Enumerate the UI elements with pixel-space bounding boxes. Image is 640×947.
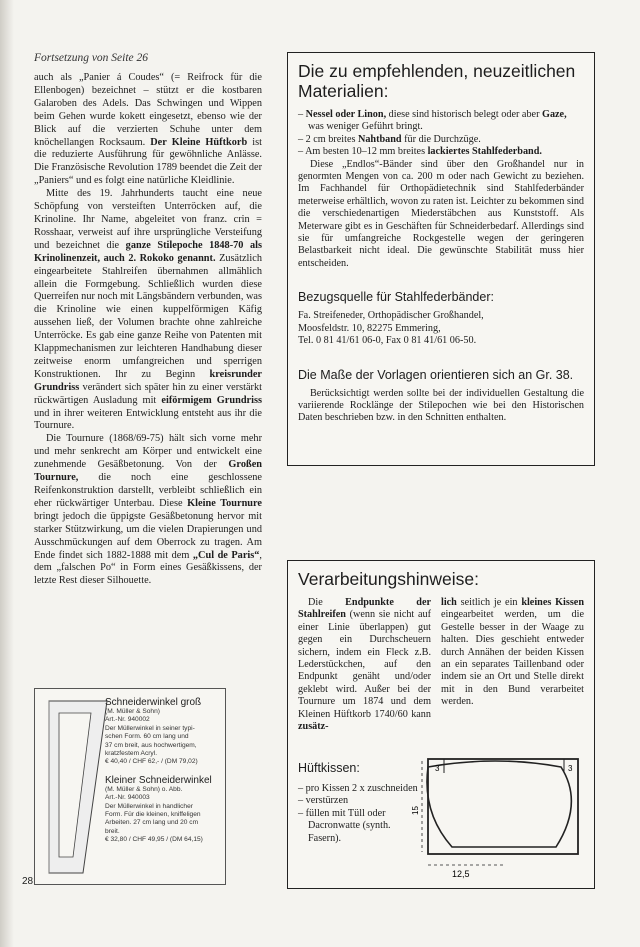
source-address: [298, 310, 584, 347]
hip-item: – pro Kissen 2 x zuschneiden: [298, 783, 418, 794]
pattern-frame: [428, 759, 578, 854]
seam-label-right: 3: [568, 764, 573, 773]
address-line: Fa. Streifeneder, Orthopädischer Großhandel,: [298, 310, 484, 322]
hip-item: – verstürzen: [298, 795, 349, 807]
page-gutter-shadow: [0, 0, 14, 947]
materials-title: Die zu empfehlenden, neuzeitlichen Materialien:: [298, 61, 576, 101]
width-label: 12,5: [452, 869, 470, 879]
materials-paragraph: Diese „Endlos“-Bänder sind über den Großhandel nur in genormten Mengen von ca. 200 m oder nach Gewicht zu beziehen. Im Fachhandel für Orthopädietechnik sind Stahlfederbänder meterweise erhältlich, wovon zu raten ist. Leichter zu bekommen sind die verschiedenartigen Miederstäbchen aus Kunststoff. Als Meterware gibt es in Geschäften für Schneiderbedarf. Allerdings sind sie für umfangreiche Rockgestelle wegen der geringeren Belastbarkeit nicht ideal. Die gewünschte Stabilität muss hier entscheiden.: [298, 158, 585, 269]
source-heading: Bezugsquelle für Stahlfederbänder:: [298, 290, 494, 305]
paragraph-2: Mitte des 19. Jahrhunderts taucht eine neue Schöpfung von versteiften Unterröcken auf, die Krinoline. Ihr Name, abgeleitet von franz. crin = Rosshaar, verweist auf ihre ursprüngliche Versteifung und bezeichnet die ganze Stilepoche 1848-70 als Krinolinenzeit, auch 2. Rokoko genannt. Zusätzlich eingearbeitete Stahlreifen übernahmen allmählich allein die Formgebung. Schließlich wurden diese Querreifen nur noch mit Längsbändern verbunden, was die Krinoline wie einen kuppelförmigen Käfig aussehen ließ, der Volumen brachte ohne zahlreiche Unterröcke. Es gab eine ganze Reihe von Patenten mit Klappmechanismen zur leichteren Handhabung dieser zeitweise enorm umfangreichen und sperrigen Konstruktionen. Ihr zu Beginn kreisrunder Grundriss verändert sich später hin zu einer verstärkt rückwärtigen Ausladung mit eiförmigem Grundriss und in ihrer weiteren Entwicklung entsteht aus ihr die Tournure.: [34, 188, 263, 432]
scale-heading: Die Maße der Vorlagen orientieren sich an Gr. 38.: [298, 367, 574, 382]
hip-list: [298, 783, 418, 845]
hip-item: – füllen mit Tüll oder Dacronwatte (synth. Fasern).: [298, 807, 391, 844]
pattern-curve: [427, 761, 571, 847]
hip-cushion-section: [298, 761, 418, 845]
scale-text: Berücksichtigt werden sollte bei der individuellen Gestaltung die variierende Rocklänge der Stilepochen wie bei den Historischen Daten beschrieben bzw. in den Schnitten enthalten.: [298, 387, 584, 424]
left-text-column: [34, 72, 262, 588]
height-label: 15: [411, 806, 420, 815]
product-2-details: (M. Müller & Sohn) o. Abb. Art.-Nr. 940003 Der Müllerwinkel in handlicher Form. Für die kleinen, kniffeligen Arbeiten. 27 cm lang und 20 cm breit. € 32,80 / CHF 49,95 / (DM 64,15): [105, 785, 203, 844]
materials-list: [298, 109, 584, 159]
processing-title: Verarbeitungshinweise:: [298, 569, 479, 589]
hip-heading: Hüftkissen:: [298, 761, 360, 775]
product-2-title: Kleiner Schneiderwinkel: [105, 774, 212, 786]
hip-cushion-pattern: [411, 753, 588, 883]
processing-text-left: Die Endpunkte der Stahlreifen (wenn sie nicht auf einer Linie überlappen) gut gegen ein Durchscheuern sichern, indem ein Fleck z.B. Lederstückchen, auf den Endpunkt genäht und/oder geklebt wird. Außer bei der Tournure um 1874 und dem Kleinen Hüftkorb 1740/60 kann zusätz-: [298, 597, 431, 733]
page-number: 28: [22, 876, 34, 887]
processing-box: [287, 560, 595, 889]
materials-item: – Am besten 10–12 mm breites lackiertes Stahlfederband.: [298, 146, 542, 158]
address-line: Tel. 0 81 41/61 06-0, Fax 0 81 41/61 06-50.: [298, 335, 477, 347]
product-1-details: (M. Müller & Sohn) Art.-Nr. 940002 Der Müllerwinkel in seiner typi- schen Form. 60 cm lang und 37 cm breit, aus hochwertigem, kratzfestem Acryl. € 40,40 / CHF 62,- / (DM 79,02): [105, 708, 198, 766]
advertisement-box: [34, 688, 226, 885]
materials-box: [287, 52, 595, 466]
processing-text-right: lich seitlich je ein kleines Kissen eingearbeitet werden, um die Gestelle besser in der Waage zu halten. Dies geschieht entweder durch Annähen der beiden Kissen an ein separates Taillenband oder indem sie an Ort und Stelle direkt mit in den Bund verarbeitet werden.: [441, 597, 584, 708]
seam-label-left: 3: [435, 764, 440, 773]
product-1-title: Schneiderwinkel groß: [105, 697, 202, 708]
address-line: Moosfeldstr. 10, 82275 Emmering,: [298, 322, 441, 334]
tailor-square-illustration: [43, 697, 113, 877]
materials-item: – 2 cm breites Nahtband für die Durchzüge.: [298, 133, 481, 145]
paragraph-3: Die Tournure (1868/69-75) hält sich vorne mehr und mehr senkrecht am Körper und entwickelt eine zunehmende Gesäßbetonung. Von der Großen Tournure, die noch eine geschlossene Reifenkonstruktion darstellt, verbleibt schließlich ein eher rückwärtiger Unterbau. Diese Kleine Tournure bringt jedoch die üppigste Gesäßbetonung hervor mit starker Stützwirkung, um die vielen Drapierungen und Ausschmückungen auf dem Oberrock zu tragen. Am Ende findet sich 1882-1888 mit dem „Cul de Paris“, dem „falschen Po“ in Form eines Gesäßkissens, der letzte Rest dieser Silhouette.: [34, 433, 262, 587]
paragraph-1: auch als „Panier á Coudes“ (= Reifrock für die Ellenbogen) bezeichnet – stützt er die kostbaren Galaroben des Adels. Das Schwingen und Wippen beim Gehen wurde kokett eingesetzt, ebenso wie der Blick auf die verzierten Schuhe unter dem knöchellangen Rocksaum. Der Kleine Hüftkorb ist die reduzierte Ausführung für gewöhnliche Anlässe. Die Französische Revolution 1789 beendet die Zeit der „Paniers“ und es folgt eine natürliche Kleidlinie.: [34, 72, 262, 187]
continuation-note: Fortsetzung von Seite 26: [34, 52, 149, 64]
materials-item: – Nessel oder Linon, diese sind historisch belegt oder aber Gaze, was weniger Geführt bringt.: [298, 109, 567, 133]
